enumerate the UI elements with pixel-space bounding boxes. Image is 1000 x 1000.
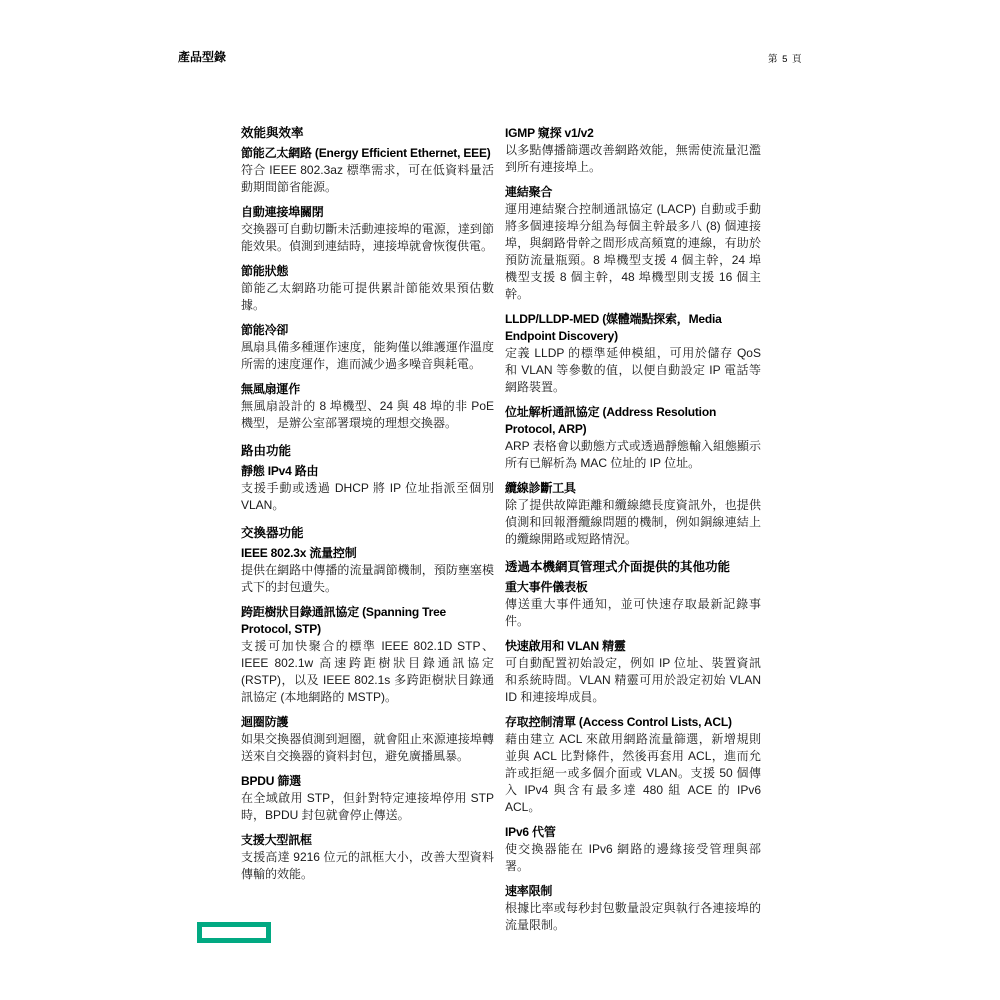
- feature-item: [505, 480, 761, 548]
- feature-body: 支援高達 9216 位元的訊框大小，改善大型資料傳輸的效能。: [241, 850, 494, 881]
- section-heading: 透過本機網頁管理式介面提供的其他功能: [505, 560, 731, 574]
- feature-body: 符合 IEEE 802.3az 標準需求，可在低資料量活動期間節省能源。: [241, 163, 494, 194]
- feature-item: [505, 883, 761, 934]
- feature-body: 支援手動或透過 DHCP 將 IP 位址指派至個別 VLAN。: [241, 481, 494, 512]
- feature-title: 節能狀態: [241, 264, 289, 278]
- feature-item: [241, 322, 494, 373]
- feature-item: [505, 125, 761, 176]
- feature-body: 除了提供故障距離和纜線總長度資訊外，也提供偵測和回報潛纜線問題的機制，例如銅線連結上的纜線開路或短路情況。: [505, 498, 761, 546]
- feature-title: 纜線診斷工具: [505, 481, 576, 495]
- feature-body: 藉由建立 ACL 來啟用網路流量篩選，新增規則並與 ACL 比對條件，然後再套用 ACL，進而允許或拒絕一或多個介面或 VLAN。支援 50 個傳入 IPv4 與含有最多達 480 組 ACE 的 IPv6 ACL。: [505, 732, 761, 814]
- left-column: [241, 125, 494, 883]
- feature-group: [505, 559, 761, 934]
- feature-body: 運用連結聚合控制通訊協定 (LACP) 自動或手動將多個連接埠分組為每個主幹最多八 (8) 個連接埠，與網路骨幹之間形成高頻寬的連線，有助於預防流量瓶頸。8 埠機型支援 4 個主幹，24 埠機型支援 8 個主幹，48 埠機型則支援 16 個主幹。: [505, 202, 761, 301]
- feature-body: 定義 LLDP 的標準延伸模組，可用於儲存 QoS 和 VLAN 等參數的值，以便自動設定 IP 電話等網路裝置。: [505, 346, 761, 394]
- feature-body: 如果交換器偵測到迴圈，就會阻止來源連接埠轉送來自交換器的資料封包，避免廣播風暴。: [241, 732, 494, 763]
- feature-item: [241, 204, 494, 255]
- feature-group: [241, 443, 494, 514]
- feature-title: 自動連接埠關閉: [241, 205, 324, 219]
- feature-title: 重大事件儀表板: [505, 580, 588, 594]
- feature-body: 交換器可自動切斷未活動連接埠的電源，達到節能效果。偵測到連結時，連接埠就會恢復供電。: [241, 222, 494, 253]
- feature-title: BPDU 篩選: [241, 774, 301, 788]
- feature-body: 節能乙太網路功能可提供累計節能效果預估數據。: [241, 281, 494, 312]
- feature-title: 無風扇運作: [241, 382, 301, 396]
- page-number: 第 5 頁: [768, 54, 803, 65]
- feature-body: 使交換器能在 IPv6 網路的邊緣接受管理與部署。: [505, 842, 761, 873]
- feature-title: LLDP/LLDP-MED (媒體端點探索，Media Endpoint Discovery): [505, 312, 722, 343]
- feature-title: 快速啟用和 VLAN 精靈: [505, 639, 626, 653]
- feature-body: 風扇具備多種運作速度，能夠僅以維護運作溫度所需的速度運作，進而減少過多噪音與耗電。: [241, 340, 494, 371]
- feature-title: 節能乙太網路 (Energy Efficient Ethernet, EEE): [241, 146, 491, 160]
- feature-group: [241, 125, 494, 432]
- feature-title: 迴圈防護: [241, 715, 289, 729]
- feature-item: [241, 145, 494, 196]
- feature-item: [505, 579, 761, 630]
- feature-title: 跨距樹狀目錄通訊協定 (Spanning Tree Protocol, STP): [241, 605, 447, 636]
- feature-item: [505, 404, 761, 472]
- feature-title: 連結聚合: [505, 185, 553, 199]
- right-column: [505, 125, 761, 934]
- feature-item: [241, 381, 494, 432]
- feature-item: [241, 714, 494, 765]
- feature-body: 在全域啟用 STP，但針對特定連接埠停用 STP 時，BPDU 封包就會停止傳送。: [241, 791, 494, 822]
- feature-title: IEEE 802.3x 流量控制: [241, 546, 357, 560]
- feature-body: 可自動配置初始設定，例如 IP 位址、裝置資訊和系統時間。VLAN 精靈可用於設定初始 VLAN ID 和連接埠成員。: [505, 656, 761, 704]
- feature-body: 支援可加快聚合的標準 IEEE 802.1D STP、IEEE 802.1w 高速跨距樹狀目錄通訊協定 (RSTP)，以及 IEEE 802.1s 多跨距樹狀目錄通訊協定 (本地網路的 MSTP)。: [241, 639, 494, 704]
- section-heading: 效能與效率: [241, 126, 304, 140]
- feature-group: [241, 525, 494, 883]
- feature-item: [241, 604, 494, 706]
- feature-item: [241, 463, 494, 514]
- feature-item: [241, 832, 494, 883]
- section-heading: 路由功能: [241, 444, 292, 458]
- feature-title: 支援大型訊框: [241, 833, 312, 847]
- feature-item: [505, 714, 761, 816]
- section-heading: 交換器功能: [241, 526, 304, 540]
- feature-title: 節能冷卻: [241, 323, 289, 337]
- feature-body: 根據比率或每秒封包數量設定與執行各連接埠的流量限制。: [505, 901, 761, 932]
- feature-group: [505, 125, 761, 548]
- document-title: 產品型錄: [178, 50, 227, 64]
- feature-body: ARP 表格會以動態方式或透過靜態輸入組態顯示所有已解析為 MAC 位址的 IP 位址。: [505, 439, 761, 470]
- feature-body: 傳送重大事件通知，並可快速存取最新記錄事件。: [505, 597, 761, 628]
- feature-item: [505, 638, 761, 706]
- feature-body: 無風扇設計的 8 埠機型、24 與 48 埠的非 PoE 機型，是辦公室部署環境的理想交換器。: [241, 399, 494, 430]
- feature-item: [241, 773, 494, 824]
- feature-title: 存取控制清單 (Access Control Lists, ACL): [505, 715, 732, 729]
- feature-item: [241, 545, 494, 596]
- feature-item: [505, 824, 761, 875]
- feature-title: IPv6 代管: [505, 825, 556, 839]
- feature-body: 提供在網路中傳播的流量調節機制，預防壅塞模式下的封包遺失。: [241, 563, 494, 594]
- feature-title: 位址解析通訊協定 (Address Resolution Protocol, ARP): [505, 405, 717, 436]
- feature-title: 速率限制: [505, 884, 553, 898]
- feature-item: [241, 263, 494, 314]
- feature-title: IGMP 窺探 v1/v2: [505, 126, 594, 140]
- feature-body: 以多點傳播篩選改善網路效能，無需使流量氾濫到所有連接埠上。: [505, 143, 761, 174]
- feature-item: [505, 184, 761, 303]
- hpe-logo: [197, 922, 271, 943]
- feature-item: [505, 311, 761, 396]
- feature-title: 靜態 IPv4 路由: [241, 464, 319, 478]
